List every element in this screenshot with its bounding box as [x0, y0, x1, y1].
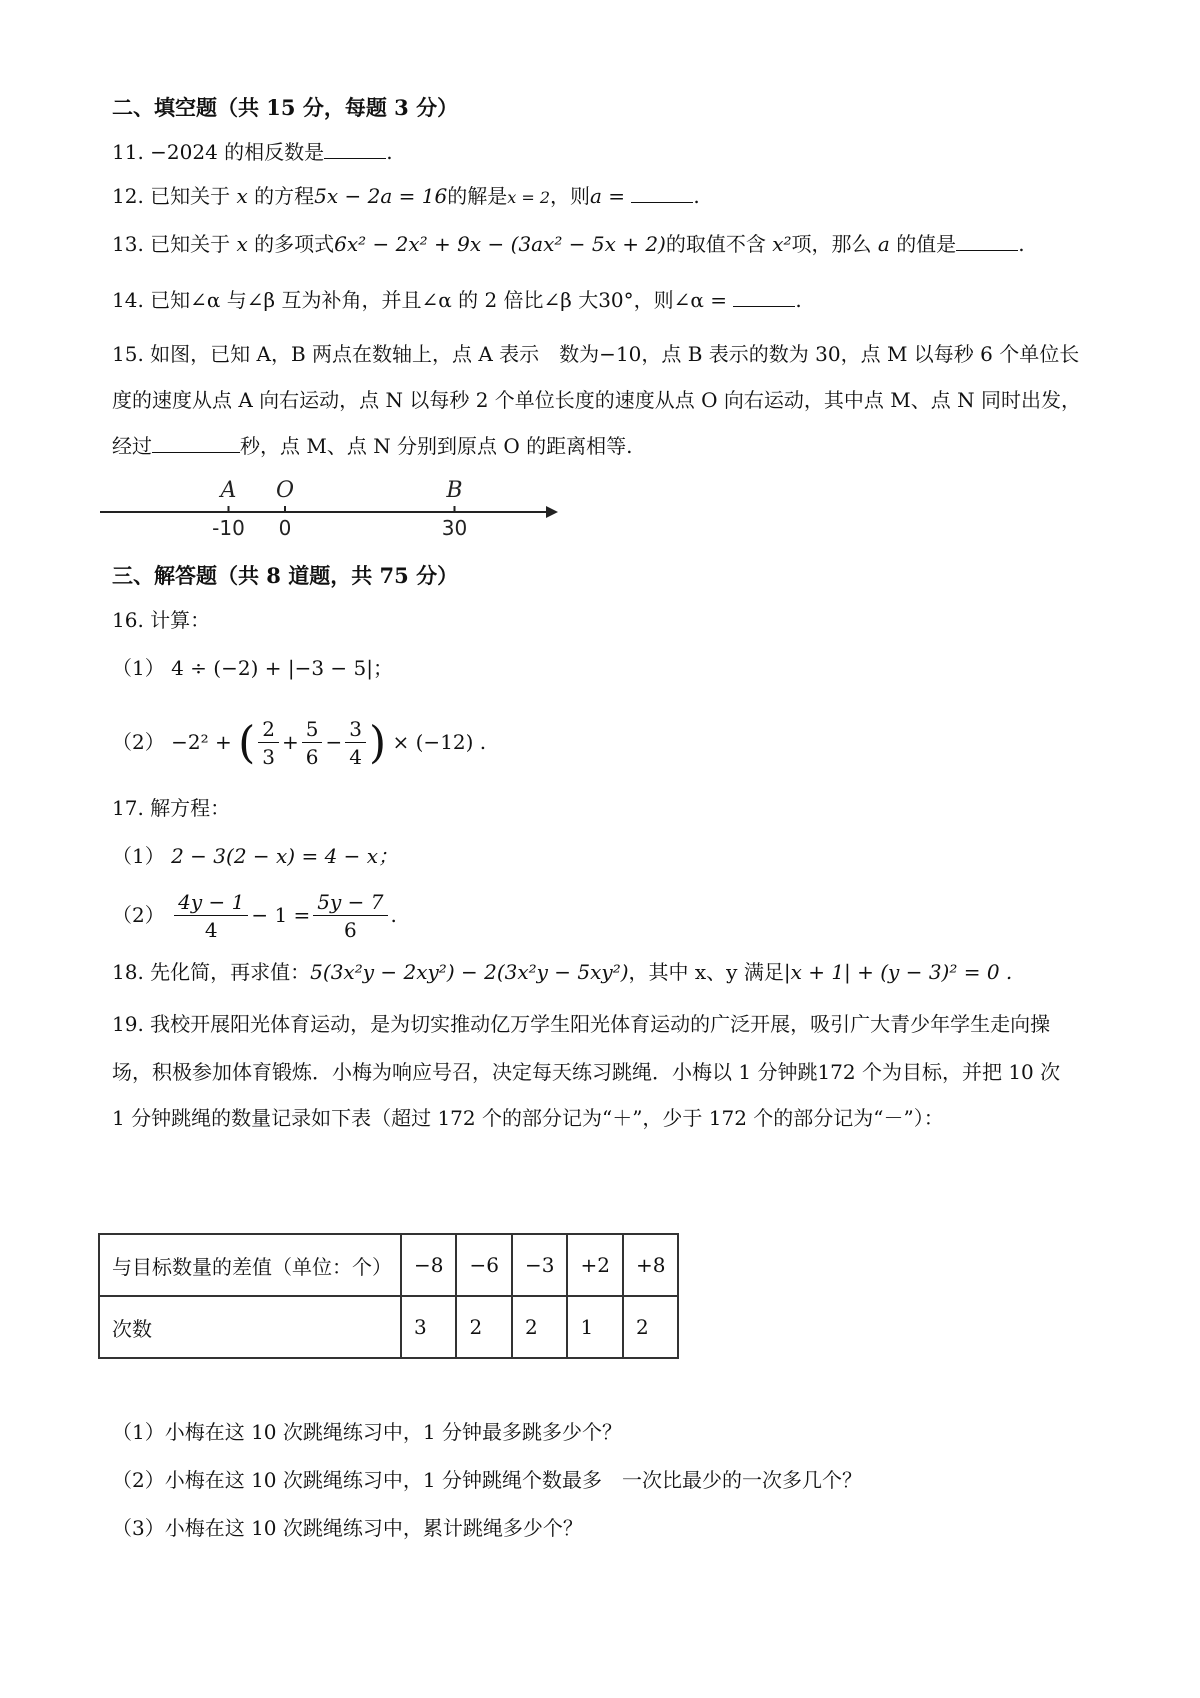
- fraction: [258, 716, 279, 771]
- denominator: 6: [344, 918, 357, 942]
- question-text: 我校开展阳光体育运动，是为切实推动亿万学生阳光体育运动的广泛开展，吸引广大青少年学生走向操: [150, 1012, 1051, 1036]
- question-text: 的取值不含: [665, 232, 766, 256]
- table-cell: −8: [401, 1234, 456, 1296]
- question-number: 16.: [112, 608, 144, 632]
- denominator: 6: [305, 745, 319, 769]
- table-cell: 2: [623, 1296, 678, 1358]
- question-text: 的多项式: [254, 232, 335, 256]
- expression: 5(3x²y − 2xy²) − 2(3x²y − 5xy²): [310, 960, 629, 984]
- part-label: （2）: [112, 730, 165, 754]
- question-16-part-2: （2） −2² + ( $\frac{2}{3}$ + $\frac{5}{6}$ − $\frac{3}{4}$ ) × (−12) .: [112, 717, 487, 769]
- question-number: 11.: [112, 140, 144, 164]
- expression: 4 ÷ (−2) + |−3 − 5|；: [171, 656, 394, 680]
- question-19-sub-3: （3）小梅在这 10 次跳绳练习中，累计跳绳多少个？: [112, 1516, 583, 1540]
- question-text: 计算：: [150, 608, 211, 632]
- question-15-line-1: [112, 340, 1079, 368]
- section-3-heading: 三、解答题（共 8 道题，共 75 分）: [112, 563, 459, 588]
- question-number: 19.: [112, 1012, 144, 1036]
- point-label: A: [220, 478, 237, 503]
- table-cell: 2: [512, 1296, 567, 1358]
- left-paren-icon: (: [238, 717, 256, 769]
- denominator: 4: [349, 745, 362, 769]
- row-header: 次数: [99, 1296, 401, 1358]
- term: x²: [772, 232, 792, 256]
- table-cell: 2: [456, 1296, 511, 1358]
- question-text: 的解是: [447, 184, 508, 208]
- question-text: 已知关于: [150, 232, 231, 256]
- question-text-end: .: [693, 184, 700, 208]
- expression-prefix: −2² +: [171, 730, 232, 754]
- equation-middle: − 1 =: [251, 903, 311, 927]
- arrow-icon: [546, 506, 558, 518]
- question-11: [112, 138, 393, 166]
- question-15-line-2: 度的速度从点 A 向右运动，点 N 以每秒 2 个单位长度的速度从点 O 向右运动，其中点 M、点 N 同时出发，: [112, 388, 1081, 412]
- row-header: 与目标数量的差值（单位：个）: [99, 1234, 401, 1296]
- question-19-line-2: 场，积极参加体育锻炼．小梅为响应号召，决定每天练习跳绳．小梅以 1 分钟跳172 个为目标，并把 10 次: [112, 1060, 1061, 1084]
- question-number: 14.: [112, 288, 144, 312]
- denominator: 3: [262, 745, 275, 769]
- ask-expression: a =: [590, 184, 626, 208]
- question-text-end: .: [795, 288, 802, 312]
- fraction: [174, 889, 248, 944]
- question-text: 秒，点 M、点 N 分别到原点 O 的距离相等.: [240, 434, 633, 458]
- answer-blank[interactable]: [152, 432, 240, 453]
- question-number: 15.: [112, 342, 144, 366]
- expression-suffix: × (−12) .: [392, 730, 487, 754]
- tick-value-label: 30: [441, 516, 468, 540]
- table-cell: −6: [456, 1234, 511, 1296]
- variable-x: x: [236, 232, 248, 256]
- question-13: [112, 230, 1025, 258]
- right-paren-icon: ): [368, 717, 387, 769]
- table-cell: +8: [623, 1234, 678, 1296]
- part-label: （2）: [112, 903, 165, 927]
- question-14: [112, 286, 802, 314]
- question-19-line-3: 1 分钟跳绳的数量记录如下表（超过 172 个的部分记为“＋”，少于 172 个的部分记为“－”）：: [112, 1106, 944, 1130]
- question-number: 12.: [112, 184, 144, 208]
- question-text: ，则: [550, 184, 590, 208]
- fraction: [313, 889, 387, 944]
- question-19-sub-1: （1）小梅在这 10 次跳绳练习中，1 分钟最多跳多少个？: [112, 1420, 622, 1444]
- question-text: 已知关于: [150, 184, 231, 208]
- variable-a: a: [877, 232, 890, 256]
- table-row: [99, 1234, 678, 1296]
- numerator: 2: [258, 716, 279, 743]
- polynomial: 6x² − 2x² + 9x − (3ax² − 5x + 2): [334, 232, 666, 256]
- question-16: [112, 606, 210, 634]
- question-text: ，其中 x、y 满足: [628, 960, 784, 984]
- numerator: 4y − 1: [174, 889, 248, 916]
- question-text: 经过: [112, 434, 152, 458]
- question-text: 的方程: [254, 184, 315, 208]
- question-text: −2024 的相反数是: [150, 140, 325, 164]
- point-label: B: [446, 478, 463, 503]
- question-text: 的值是: [896, 232, 957, 256]
- answer-blank[interactable]: [733, 286, 795, 307]
- question-text: 如图，已知 A，B 两点在数轴上，点 A 表示 数为−10，点 B 表示的数为 30，点 M 以每秒 6 个单位长: [150, 342, 1080, 366]
- fraction: [302, 716, 323, 771]
- fraction: [345, 716, 366, 771]
- table-row: [99, 1296, 678, 1358]
- number-line-figure: [100, 475, 570, 540]
- question-15-line-3: [112, 432, 633, 460]
- part-label: （1）: [112, 656, 165, 680]
- question-number: 17.: [112, 796, 144, 820]
- table-cell: 1: [567, 1296, 622, 1358]
- question-17-part-2: [112, 886, 397, 944]
- question-text: 先化简，再求值：: [150, 960, 311, 984]
- variable-x: x: [236, 184, 248, 208]
- numerator: 3: [345, 716, 366, 743]
- question-19-line-1: [112, 1010, 1050, 1038]
- denominator: 4: [204, 918, 218, 942]
- answer-blank[interactable]: [631, 182, 693, 203]
- numerator: 5: [302, 716, 323, 743]
- section-2-heading: 二、填空题（共 15 分，每题 3 分）: [112, 95, 459, 120]
- equation: 5x − 2a = 16: [314, 184, 448, 208]
- question-number: 18.: [112, 960, 144, 984]
- table-cell: +2: [567, 1234, 622, 1296]
- part-label: （1）: [112, 844, 165, 868]
- solution: x = 2: [507, 188, 550, 207]
- question-17-part-1: [112, 842, 398, 870]
- answer-blank[interactable]: [324, 138, 386, 159]
- question-text-end: .: [1018, 232, 1025, 256]
- question-text: 项，那么: [791, 232, 872, 256]
- equation: 2 − 3(2 − x) = 4 − x；: [171, 844, 399, 868]
- question-17: [112, 794, 230, 822]
- question-16-part-1: [112, 654, 393, 682]
- table-cell: −3: [512, 1234, 567, 1296]
- tick-value-label: -10: [212, 516, 245, 540]
- equation-end: .: [390, 903, 397, 927]
- question-text: 解方程：: [150, 796, 231, 820]
- table-cell: 3: [401, 1296, 456, 1358]
- question-number: 13.: [112, 232, 144, 256]
- numerator: 5y − 7: [313, 889, 387, 916]
- question-text: 已知∠α 与∠β 互为补角，并且∠α 的 2 倍比∠β 大30°，则∠α =: [150, 288, 728, 312]
- answer-blank[interactable]: [956, 230, 1018, 251]
- question-18: [112, 958, 1012, 986]
- question-12: [112, 182, 700, 212]
- question-text-end: .: [386, 140, 393, 164]
- tick-value-label: 0: [278, 516, 292, 540]
- data-table: [98, 1233, 679, 1359]
- question-19-sub-2: （2）小梅在这 10 次跳绳练习中，1 分钟跳绳个数最多 一次比最少的一次多几个？: [112, 1468, 862, 1492]
- condition: |x + 1| + (y − 3)² = 0 .: [783, 960, 1013, 984]
- point-label: O: [275, 478, 295, 503]
